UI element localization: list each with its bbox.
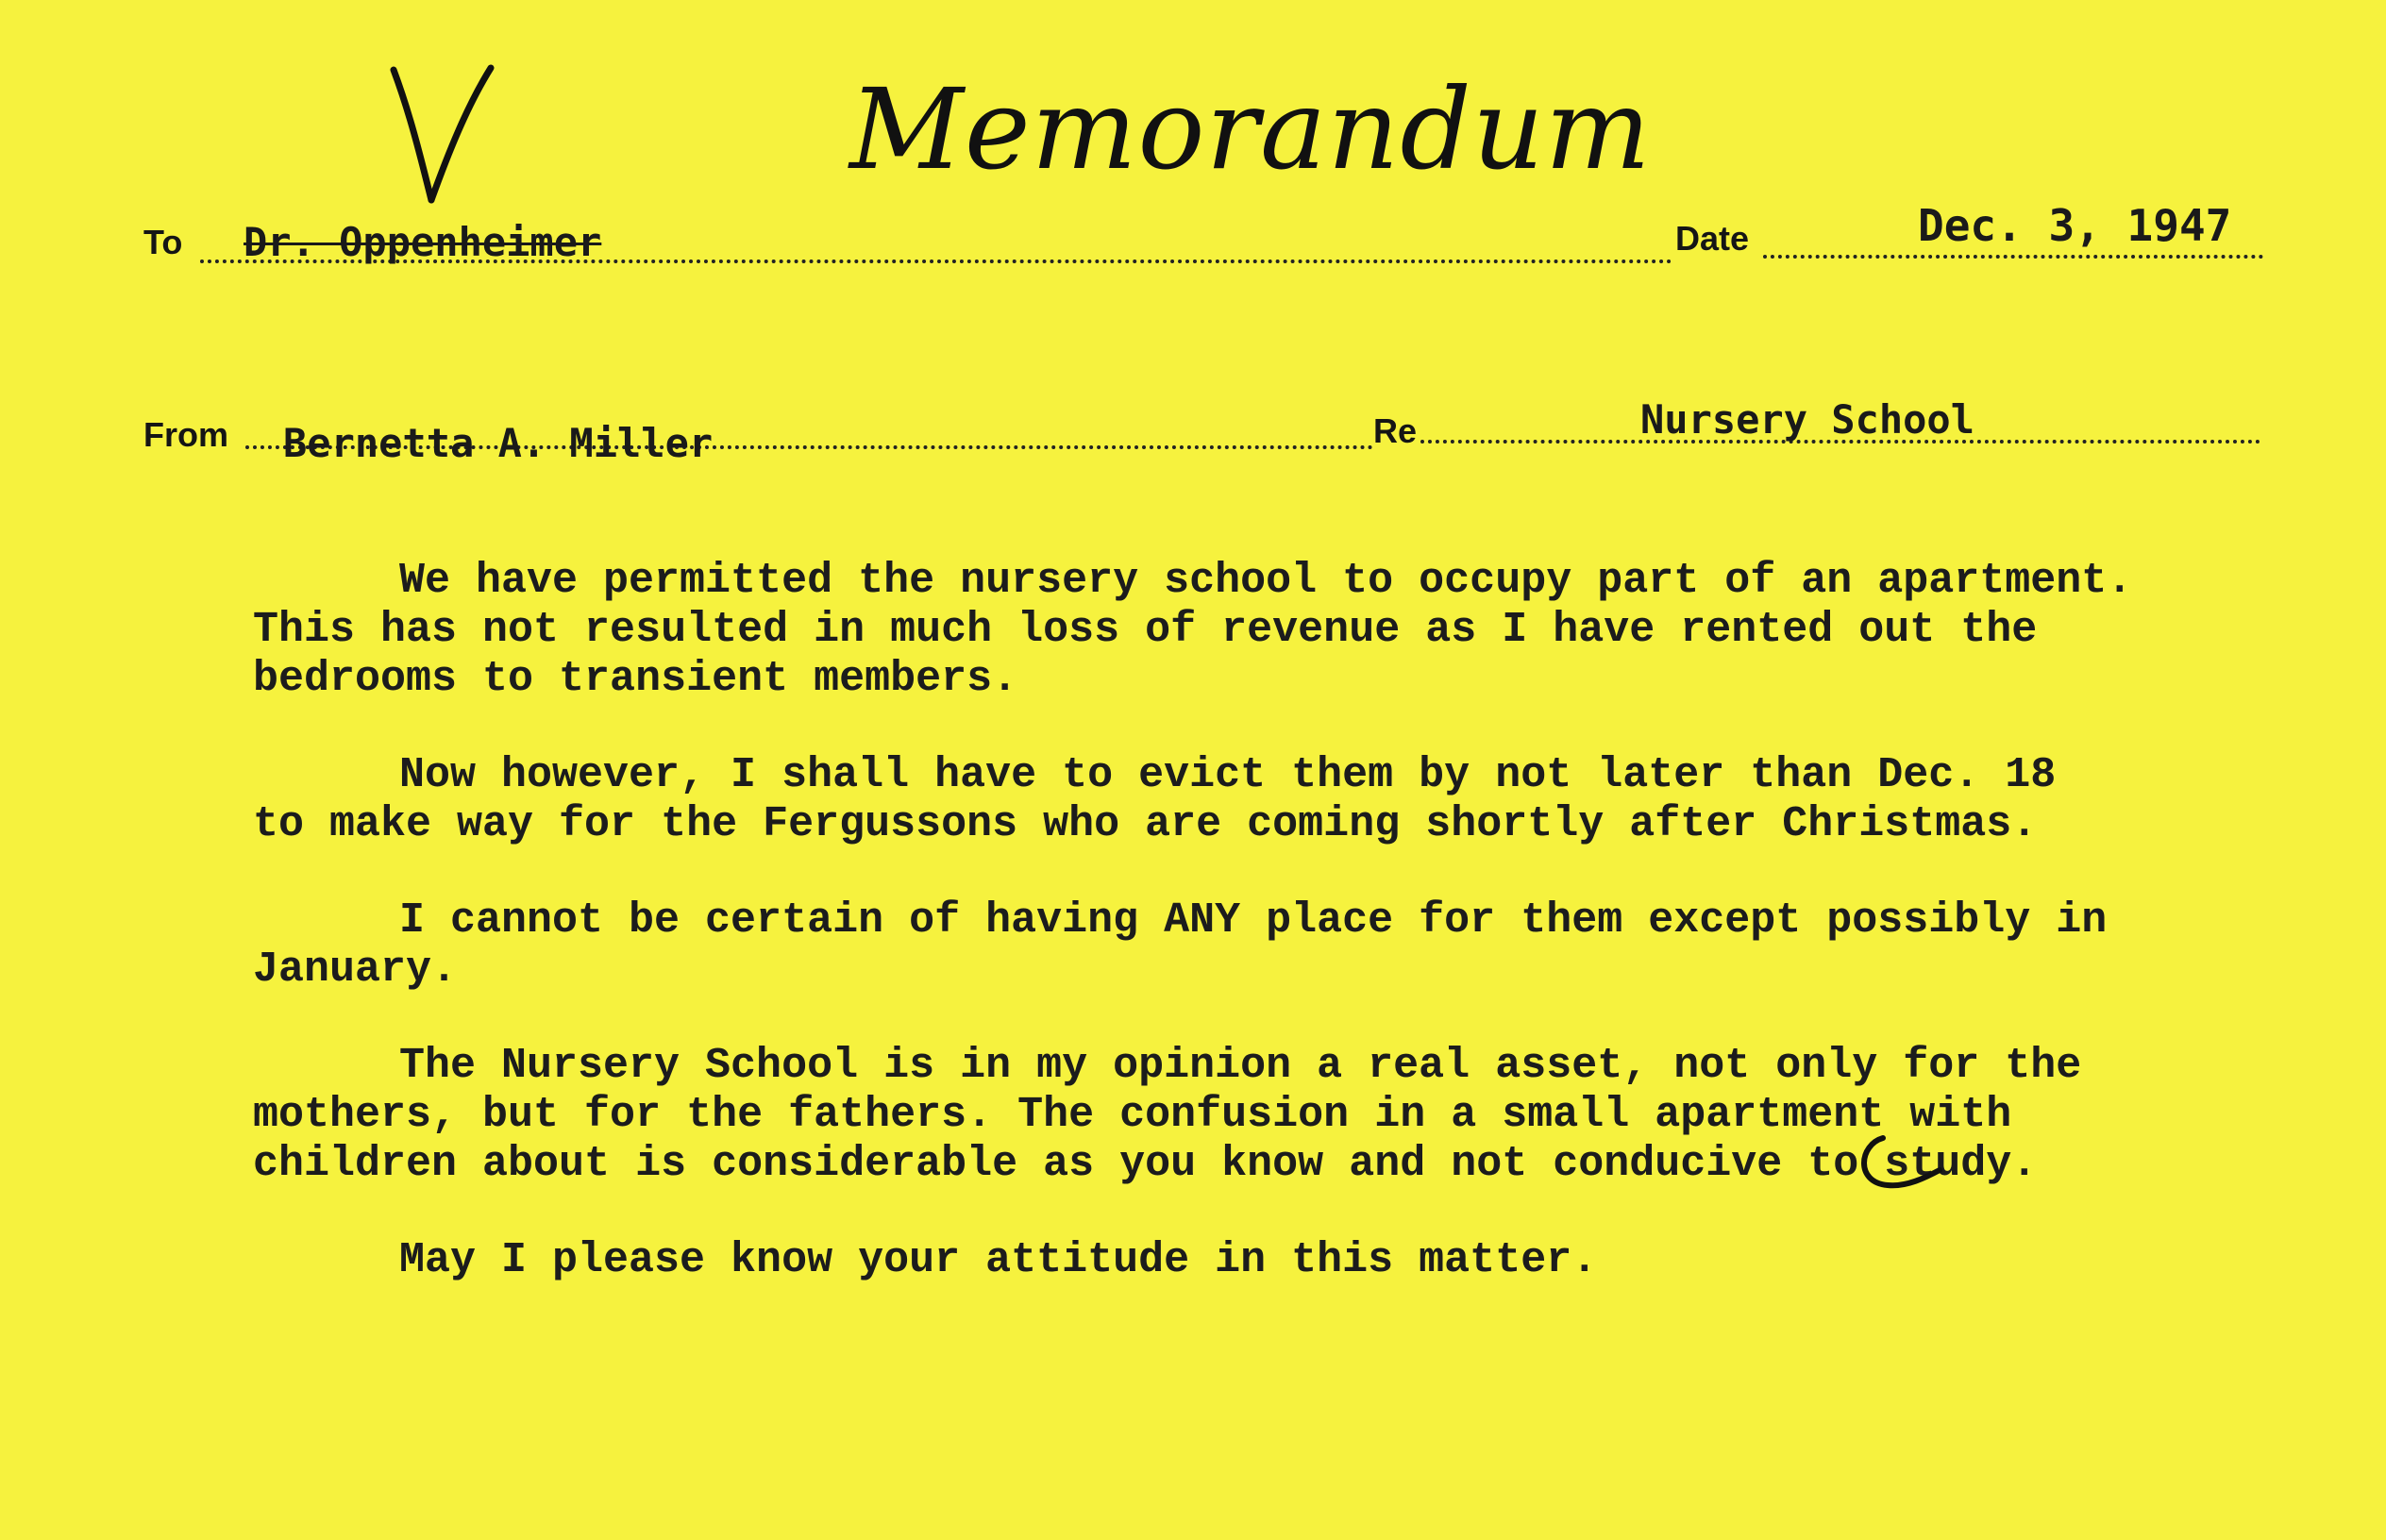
memo-subject: Nursery School [1640, 396, 1975, 443]
date-dotted-line [1763, 255, 2263, 259]
body-paragraph: We have permitted the nursery school to occupy part of an apartment. This has not resulted in much loss of revenue as I have rented out the bedrooms to transient members. [253, 557, 2133, 703]
from-label: From [143, 415, 228, 454]
body-paragraph: May I please know your attitude in this matter. [399, 1236, 1598, 1284]
memo-sender: Bernetta A. Miller [283, 420, 714, 466]
body-paragraph: I cannot be certain of having ANY place for them except possibly in January. [253, 896, 2108, 994]
body-paragraph: Now however, I shall have to evict them by not later than Dec. 18 to make way for the Fergussons who are coming shortly after Christmas. [253, 751, 2057, 848]
to-label: To [143, 223, 183, 261]
to-recipient: Dr. Oppenheimer [244, 219, 602, 265]
re-label: Re [1373, 411, 1418, 450]
memo-date: Dec. 3, 1947 [1918, 200, 2232, 251]
body-paragraph: The Nursery School is in my opinion a real asset, not only for the mothers, but for the fathers. The confusion in a small apartment with children about is considerable as you know and not conducive to study. [253, 1042, 2082, 1188]
memo-body [253, 557, 2329, 1332]
handwritten-correction-mark-icon [1845, 1130, 1949, 1197]
date-label: Date [1675, 219, 1750, 258]
memo-title: Memorandum [849, 64, 1652, 194]
handwritten-down-arrow-icon [373, 59, 505, 209]
